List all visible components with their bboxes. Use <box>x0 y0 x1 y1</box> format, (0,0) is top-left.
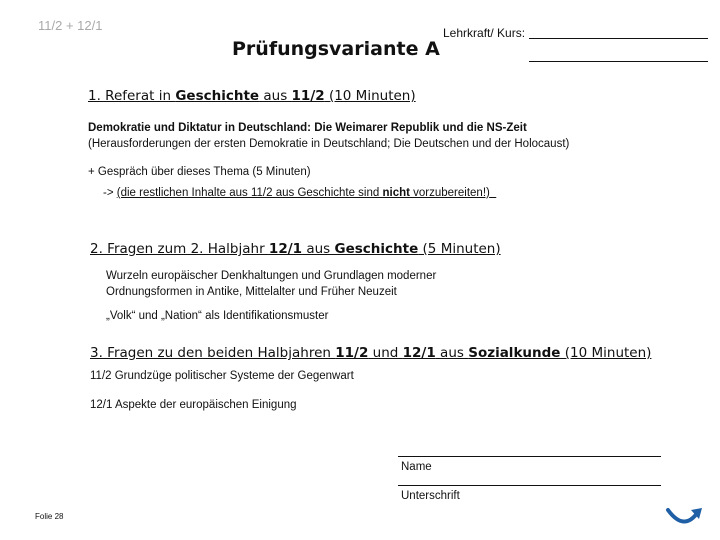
section3-item2: 12/1 Aspekte der europäischen Einigung <box>90 399 297 411</box>
section2-item1 <box>106 268 436 300</box>
section2-item2: „Volk“ und „Nation“ als Identifikationsmuster <box>106 310 329 322</box>
section1-note: -> (die restlichen Inhalte aus 11/2 aus Geschichte sind nicht vorzubereiten!) <box>103 187 490 199</box>
name-line <box>398 456 661 457</box>
section1-conversation: + Gespräch über dieses Thema (5 Minuten) <box>88 166 311 178</box>
name-label: Name <box>401 461 432 473</box>
section1-title: 1. Referat in Geschichte aus 11/2 (10 Minuten) <box>88 88 416 104</box>
section2-title: 2. Fragen zum 2. Halbjahr 12/1 aus Geschichte (5 Minuten) <box>90 241 501 257</box>
page-title: Prüfungsvariante A <box>232 38 440 60</box>
grade-label: 11/2 + 12/1 <box>38 18 103 33</box>
signature-line <box>398 485 661 486</box>
section3-title: 3. Fragen zu den beiden Halbjahren 11/2 und 12/1 aus Sozialkunde (10 Minuten) <box>90 345 652 361</box>
section1-topic <box>88 120 569 152</box>
signature-label: Unterschrift <box>401 490 460 502</box>
curved-return-arrow-icon[interactable] <box>664 504 704 530</box>
section2-item1-line2: Ordnungsformen in Antike, Mittelalter und Früher Neuzeit <box>106 286 397 298</box>
teacher-course-label: Lehrkraft/ Kurs: <box>443 26 526 40</box>
section1-topic-line2: (Herausforderungen der ersten Demokratie in Deutschland; Die Deutschen und der Holocaust) <box>88 138 570 150</box>
teacher-course-line-1 <box>529 38 708 39</box>
slide-number: Folie 28 <box>35 512 64 521</box>
section2-item1-line1: Wurzeln europäischer Denkhaltungen und Grundlagen moderner <box>106 270 437 282</box>
section1-topic-line1: Demokratie und Diktatur in Deutschland: Die Weimarer Republik und die NS-Zeit <box>88 122 527 134</box>
section3-item1: 11/2 Grundzüge politischer Systeme der Gegenwart <box>90 370 354 382</box>
teacher-course-line-2 <box>529 61 708 62</box>
